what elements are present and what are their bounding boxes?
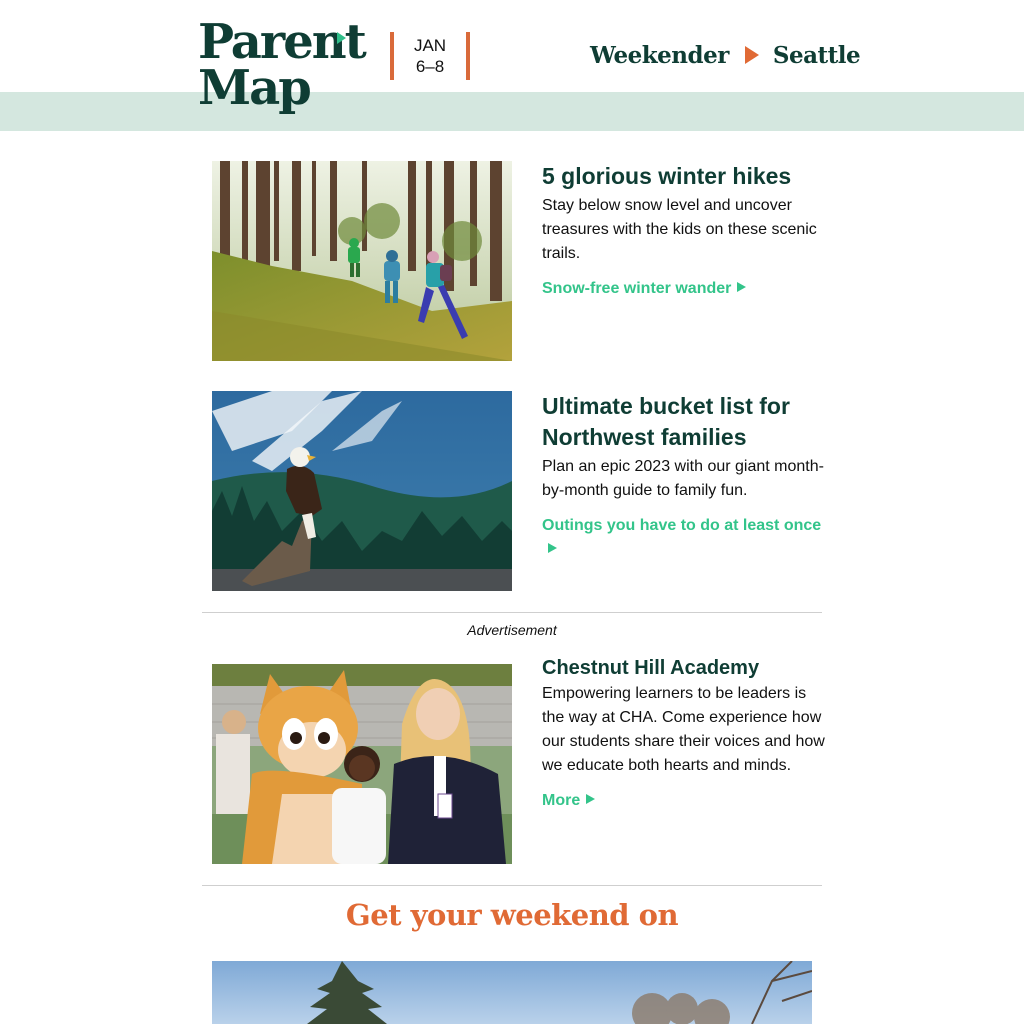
newsletter-header bbox=[0, 0, 1024, 131]
weekend-feature-photo[interactable] bbox=[212, 961, 812, 1024]
logo-arrow-icon bbox=[337, 32, 346, 44]
cta-label: More bbox=[542, 792, 581, 809]
article-cta-link[interactable] bbox=[542, 277, 746, 301]
article-text bbox=[542, 161, 826, 301]
article-cta-link[interactable] bbox=[542, 514, 826, 562]
issue-days: 6–8 bbox=[415, 57, 445, 76]
section-title: Get your weekend on bbox=[345, 898, 679, 932]
ad-blurb: Empowering learners to be leaders is the way at CHA. Come experience how our students share their voices and how we educate both hearts and minds. bbox=[542, 685, 825, 774]
edition-city: Seattle bbox=[772, 41, 861, 69]
issue-month: JAN bbox=[413, 36, 447, 55]
article-blurb: Plan an epic 2023 with our giant month-by-month guide to family fun. bbox=[542, 458, 824, 499]
edition-label bbox=[590, 38, 860, 72]
parentmap-logo[interactable] bbox=[198, 14, 365, 122]
issue-date bbox=[390, 32, 470, 80]
ad-headline[interactable]: Chestnut Hill Academy bbox=[542, 657, 760, 679]
divider bbox=[202, 885, 822, 886]
logo-line-1: Parent bbox=[198, 14, 365, 70]
article-headline[interactable]: Ultimate bucket list for Northwest families bbox=[542, 393, 790, 450]
article-winter-hikes bbox=[212, 161, 824, 361]
cta-label: Snow-free winter wander bbox=[542, 280, 732, 297]
logo-line-2: Map bbox=[198, 60, 310, 116]
hikers-forest-photo[interactable] bbox=[212, 161, 512, 361]
play-arrow-icon bbox=[745, 46, 759, 64]
mascot-and-kids-photo[interactable] bbox=[212, 664, 512, 864]
play-arrow-icon bbox=[737, 282, 746, 292]
header-band bbox=[0, 92, 1024, 131]
ad-text bbox=[542, 656, 826, 813]
edition-name: Weekender bbox=[590, 41, 729, 69]
article-headline[interactable]: 5 glorious winter hikes bbox=[542, 163, 792, 189]
article-text bbox=[542, 391, 826, 562]
article-bucket-list bbox=[212, 391, 824, 591]
cta-label: Outings you have to do at least once bbox=[542, 517, 822, 534]
advertisement-label: Advertisement bbox=[467, 622, 557, 638]
ad-chestnut-hill bbox=[212, 657, 825, 864]
bald-eagle-photo[interactable] bbox=[212, 391, 512, 591]
ad-more-link[interactable] bbox=[542, 789, 595, 813]
article-blurb: Stay below snow level and uncover treasures with the kids on these scenic trails. bbox=[542, 197, 817, 262]
play-arrow-icon bbox=[548, 543, 557, 553]
play-arrow-icon bbox=[586, 794, 595, 804]
divider bbox=[202, 612, 822, 613]
